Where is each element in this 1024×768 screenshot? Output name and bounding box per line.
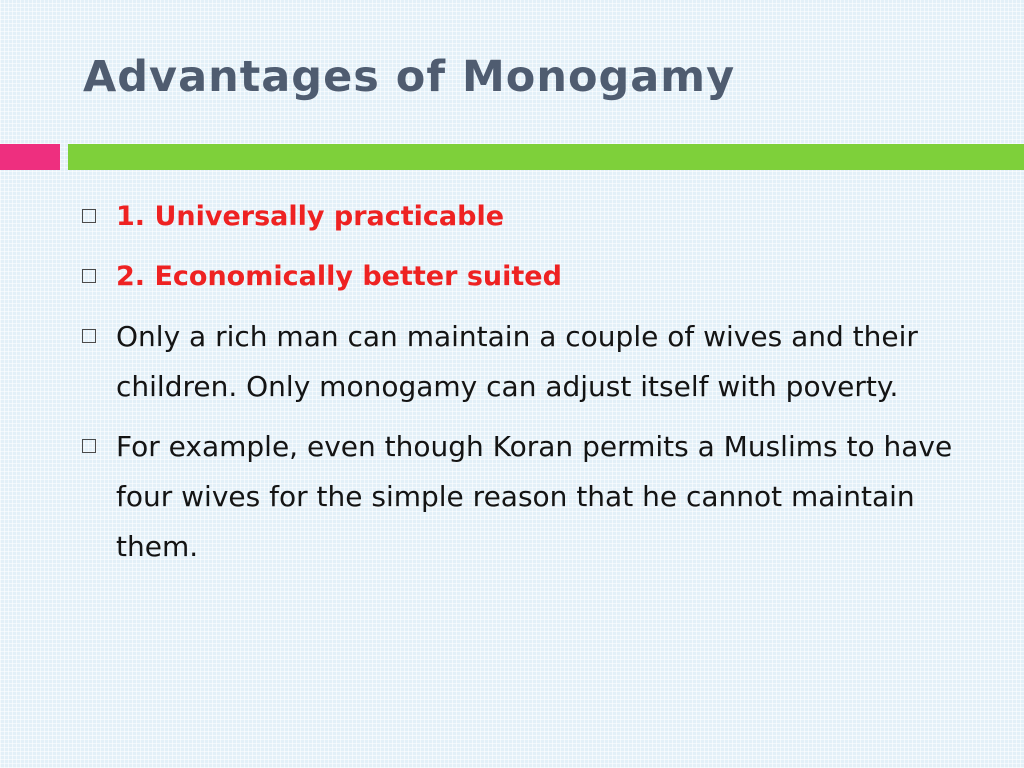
- bullet-item-universally-practicable: [80, 192, 980, 242]
- slide-title: Advantages of Monogamy: [83, 52, 736, 102]
- hollow-square-bullet-icon: [82, 269, 96, 283]
- bullet-list: [80, 192, 980, 582]
- bullet-text: Only a rich man can maintain a couple of wives and their children. Only monogamy can adjust itself with poverty.: [116, 320, 918, 403]
- pink-accent-bar: [0, 144, 60, 170]
- bullet-item-koran-example: [80, 422, 980, 572]
- bullet-item-rich-man: [80, 312, 980, 412]
- hollow-square-bullet-icon: [82, 209, 96, 223]
- green-accent-bar: [68, 144, 1024, 170]
- bullet-text: 2. Economically better suited: [116, 261, 562, 292]
- bullet-text: 1. Universally practicable: [116, 201, 505, 232]
- hollow-square-bullet-icon: [82, 439, 96, 453]
- hollow-square-bullet-icon: [82, 329, 96, 343]
- bullet-text: For example, even though Koran permits a Muslims to have four wives for the simple reason that he cannot maintain them.: [116, 430, 953, 563]
- bullet-item-economically-better-suited: [80, 252, 980, 302]
